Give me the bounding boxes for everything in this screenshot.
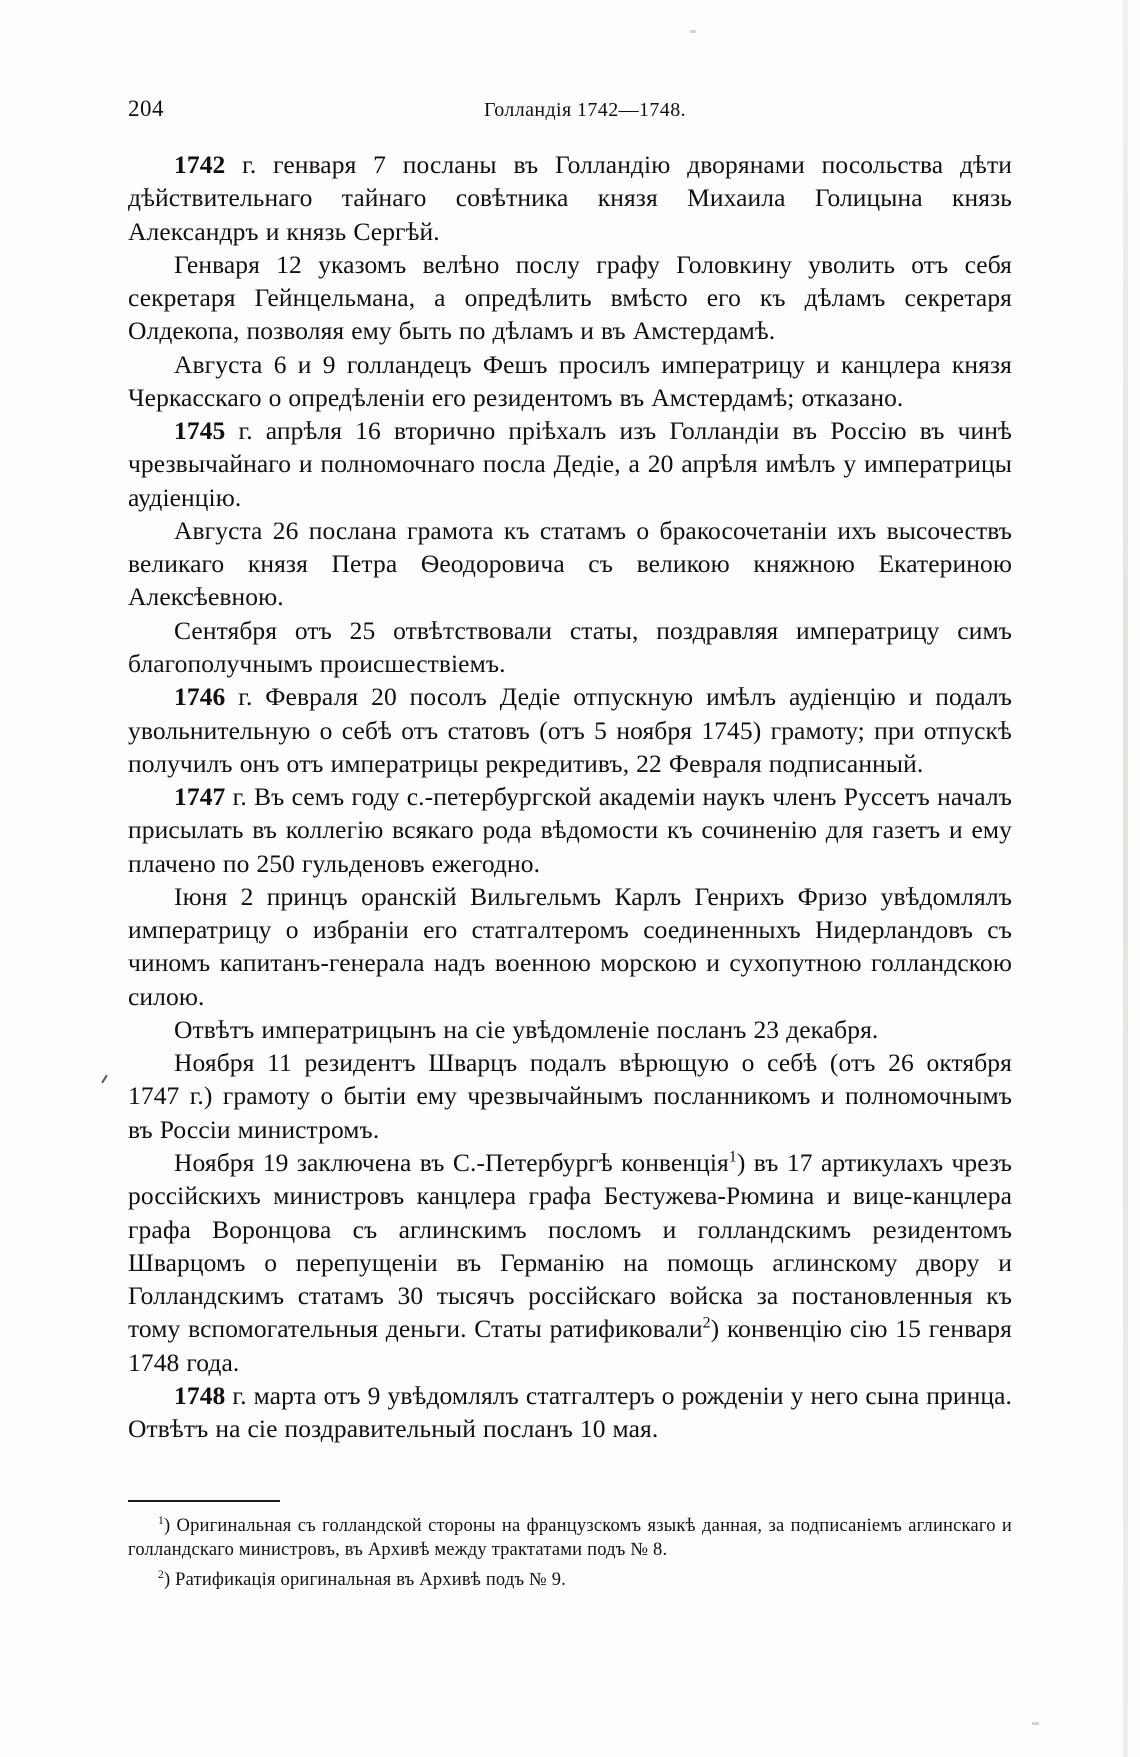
- paragraph-text: Августа 26 послана грамота къ статамъ о бракосочетаніи ихъ высочествъ великаго князя Петра Ѳеодоровича съ великою княжною Екатериною Алексѣевною.: [128, 515, 1012, 612]
- paragraph: [128, 1379, 1012, 1446]
- paragraph-text: Іюня 2 принцъ оранскій Вильгельмъ Карлъ Генрихъ Фризо увѣдомлялъ императрицу о избраніи его статгалтеромъ соединенныхъ Нидерландовъ съ чиномъ капитанъ-генерала надъ военною морскою и сухопутною голландскою силою.: [128, 881, 1012, 1011]
- paragraph: [128, 780, 1012, 880]
- folio-number: 204: [128, 96, 164, 121]
- paragraph-text: Ноября 19 заключена въ С.-Петербургѣ конвенція: [174, 1147, 729, 1177]
- year-label: 1747: [174, 782, 226, 812]
- scan-speck: [1032, 1722, 1039, 1725]
- paragraph-text: г. Февраля 20 посолъ Дедіе отпускную имѣлъ аудіенцію и подалъ увольнительную о себѣ отъ статовъ (отъ 5 ноября 1745) грамоту; при отпускѣ получилъ онъ отъ императрицы рекредитивъ, 22 Февраля подписанный.: [128, 682, 1012, 778]
- paragraph: [128, 414, 1012, 514]
- paragraph-with-footnotes: [128, 1146, 1012, 1379]
- paragraph: [128, 880, 1012, 1013]
- footnote-text-1: ) Оригинальная съ голландской стороны на французскомъ языкѣ данная, за подписаніемъ аглинскаго и голландскаго министровъ, въ Архивѣ между трактатами подъ № 8.: [128, 1516, 1012, 1561]
- running-title: Голландія 1742—1748.: [483, 99, 686, 121]
- year-label: 1745: [174, 416, 226, 446]
- scan-speck: [690, 30, 696, 33]
- paragraph-text: Сентября отъ 25 отвѣтствовали статы, поздравляя императрицу симъ благополучнымъ происшествіемъ.: [128, 615, 1012, 678]
- year-label: 1746: [174, 682, 226, 712]
- paragraph: [128, 680, 1012, 780]
- year-label: 1748: [174, 1380, 226, 1410]
- paragraph-text: г. марта отъ 9 увѣдомлялъ статгалтеръ о рожденіи у него сына принца. Отвѣтъ на сіе поздравительный посланъ 10 мая.: [128, 1380, 1012, 1444]
- footnote-1: [128, 1514, 1012, 1562]
- paragraph: [128, 614, 1012, 681]
- page-edge-shadow: [1123, 0, 1128, 1757]
- margin-scan-mark: [101, 1075, 107, 1084]
- paragraph-text-cont2: ) конвенцію сію 15 генваря 1748 года.: [128, 1314, 1012, 1377]
- footnote-number-1: 1: [158, 1514, 164, 1527]
- paragraph: [128, 148, 1012, 248]
- paragraph-text: Ноября 11 резидентъ Шварцъ подалъ вѣрющую о себѣ (отъ 26 октября 1747 г.) грамоту о бытіи ему чрезвычайнымъ посланникомъ и полномочнымъ въ Россіи министромъ.: [128, 1048, 1012, 1144]
- paragraph-text: г. Въ семъ году с.-петербургской академіи наукъ членъ Руссетъ началъ присылать въ коллегію всякаго рода вѣдомости къ сочиненію для газетъ и ему плачено по 250 гульденовъ ежегодно.: [128, 782, 1012, 878]
- paragraph-text-cont: ) въ 17 артикулахъ чрезъ россійскихъ министровъ канцлера графа Бестужева-Рюмина и вице-канцлера графа Воронцова съ аглинскимъ посломъ и голландскимъ резидентомъ Шварцомъ о перепущеніи въ Германію на помощь аглинскому двору и Голландскимъ статамъ 30 тысячъ россійскаго войска за постановленныя къ тому вспомогательныя деньги. Статы ратификовали: [128, 1147, 1012, 1344]
- year-label: 1742: [174, 150, 226, 179]
- paragraph: [128, 1046, 1012, 1146]
- page-content: [128, 96, 1012, 1445]
- paragraph: [128, 248, 1012, 348]
- footnote-2: [128, 1568, 1012, 1592]
- footnotes-block: [128, 1500, 1012, 1598]
- footnote-number-2: 2: [158, 1568, 164, 1581]
- footnote-marker-1[interactable]: 1: [728, 1148, 737, 1166]
- page-header: [128, 96, 1012, 122]
- paragraph-text: Отвѣтъ императрицынъ на сіе увѣдомленіе посланъ 23 декабря.: [174, 1014, 879, 1044]
- paragraph: [128, 1013, 1012, 1046]
- footnote-marker-2[interactable]: 2: [702, 1314, 711, 1332]
- paragraph-text: г. апрѣля 16 вторично пріѣхалъ изъ Голландіи въ Россію въ чинѣ чрезвычайнаго и полномочнаго посла Дедіе, а 20 апрѣля имѣлъ у императрицы аудіенцію.: [128, 416, 1012, 512]
- footnote-divider: [128, 1500, 280, 1502]
- paragraph-text: Августа 6 и 9 голландецъ Фешъ просилъ императрицу и канцлера князя Черкасскаго о опредѣленіи его резидентомъ въ Амстердамѣ; отказано.: [128, 349, 1012, 412]
- paragraph-text: г. генваря 7 посланы въ Голландію дворянами посольства дѣти дѣйствительнаго тайнаго совѣтника князя Михаила Голицына князь Александръ и князь Сергѣй.: [128, 150, 1012, 246]
- paragraph: [128, 514, 1012, 614]
- paragraph-text: Генваря 12 указомъ велѣно послу графу Головкину уволить отъ себя секретаря Гейнцельмана, а опредѣлить вмѣсто его къ дѣламъ секретаря Олдекопа, позволяя ему быть по дѣламъ и въ Амстердамѣ.: [128, 249, 1012, 346]
- paragraph: [128, 348, 1012, 415]
- footnote-text-2: ) Ратификація оригинальная въ Архивѣ подъ № 9.: [163, 1570, 566, 1591]
